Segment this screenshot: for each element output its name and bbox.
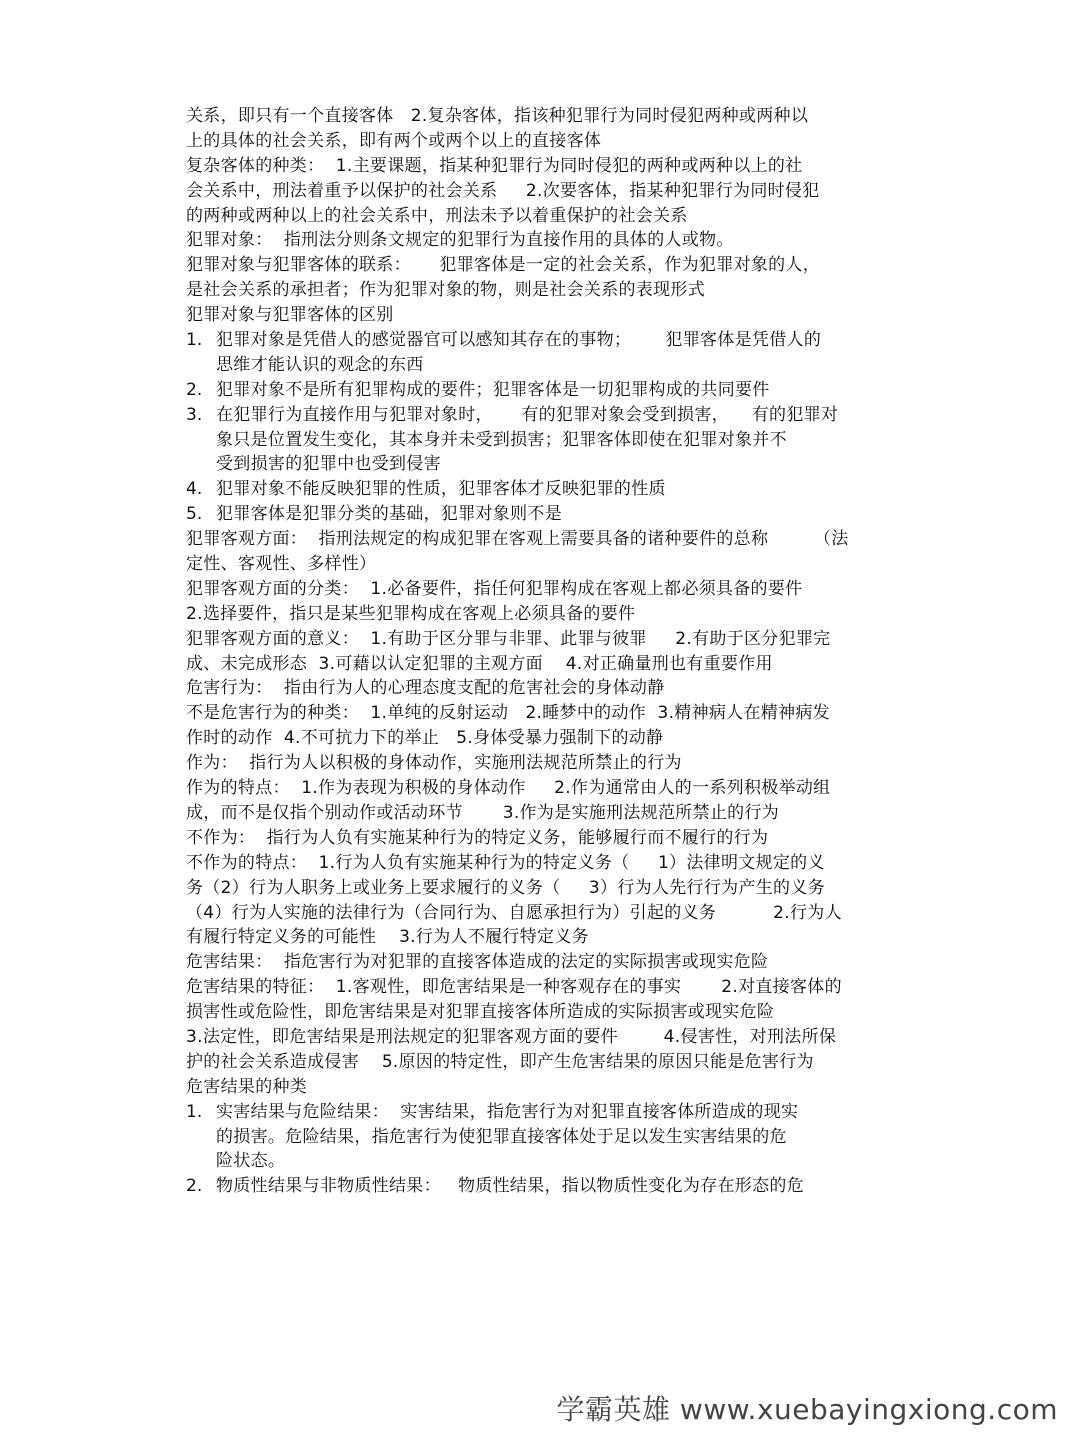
text-line: 不作为： 指行为人负有实施某种行为的特定义务，能够履行而不履行的行为 xyxy=(186,827,769,848)
list-item xyxy=(186,477,906,502)
list-item-line: 的损害。危险结果，指危害行为使犯罪直接客体处于足以发生实害结果的危 xyxy=(216,1126,787,1147)
text-line: 犯罪客观方面的意义： 1.有助于区分罪与非罪、此罪与彼罪 2.有助于区分犯罪完 xyxy=(186,628,831,649)
text-line: 上的具体的社会关系，即有两个或两个以上的直接客体 xyxy=(186,130,602,151)
list-item-line: 犯罪对象是凭借人的感觉器官可以感知其存在的事物； 犯罪客体是凭借人的 xyxy=(216,330,822,351)
text-line: 损害性或危险性，即危害结果是对犯罪直接客体所造成的实际损害或现实危险 xyxy=(186,1002,775,1023)
list-differences xyxy=(186,328,906,527)
list-item-line: 实害结果与危险结果： 实害结果，指危害行为对犯罪直接客体所造成的现实 xyxy=(216,1101,799,1122)
list-result-types xyxy=(186,1100,906,1200)
list-number: 3. xyxy=(186,404,203,425)
list-item xyxy=(186,328,906,378)
text-line: 犯罪客观方面的分类： 1.必备要件，指任何犯罪构成在客观上都必须具备的要件 xyxy=(186,578,803,599)
text-line: 危害结果： 指危害行为对犯罪的直接客体造成的法定的实际损害或现实危险 xyxy=(186,952,769,973)
text-line: 不是危害行为的种类： 1.单纯的反射运动 2.睡梦中的动作 3.精神病人在精神病发 xyxy=(186,703,830,724)
text-line: 的两种或两种以上的社会关系中，刑法未予以着重保护的社会关系 xyxy=(186,205,688,226)
list-item-line: 犯罪对象不能反映犯罪的性质，犯罪客体才反映犯罪的性质 xyxy=(216,479,666,500)
text-line: 关系，即只有一个直接客体 2.复杂客体，指该种犯罪行为同时侵犯两种或两种以 xyxy=(186,106,809,126)
list-item-line: 犯罪客体是犯罪分类的基础，犯罪对象则不是 xyxy=(216,504,562,525)
list-item-line: 思维才能认识的观念的东西 xyxy=(216,354,424,375)
list-item xyxy=(186,403,906,478)
text-line: 是社会关系的承担者；作为犯罪对象的物，则是社会关系的表现形式 xyxy=(186,280,705,301)
list-item xyxy=(186,1174,906,1199)
text-line: 3.法定性，即危害结果是刑法规定的犯罪客观方面的要件 4.侵害性，对刑法所保 xyxy=(186,1026,837,1047)
list-item-line: 犯罪对象不是所有犯罪构成的要件；犯罪客体是一切犯罪构成的共同要件 xyxy=(216,379,770,400)
text-line: 务（2）行为人职务上或业务上要求履行的义务（ 3）行为人先行行为产生的义务 xyxy=(186,877,825,898)
document-page xyxy=(186,104,906,1199)
list-number: 1. xyxy=(186,1101,203,1122)
list-number: 1. xyxy=(186,330,203,351)
text-line: 作为： 指行为人以积极的身体动作，实施刑法规范所禁止的行为 xyxy=(186,753,682,774)
text-line: 犯罪对象： 指刑法分则条文规定的犯罪行为直接作用的具体的人或物。 xyxy=(186,230,734,251)
watermark: 学霸英雄 www.xuebayingxiong.com xyxy=(556,1393,1058,1426)
text-line: 危害行为： 指由行为人的心理态度支配的危害社会的身体动静 xyxy=(186,678,665,699)
text-line: 有履行特定义务的可能性 3.行为人不履行特定义务 xyxy=(186,927,589,948)
list-item-line: 象只是位置发生变化，其本身并未受到损害；犯罪客体即使在犯罪对象并不 xyxy=(216,429,787,450)
list-item-line: 在犯罪行为直接作用与犯罪对象时， 有的犯罪对象会受到损害， 有的犯罪对 xyxy=(216,404,839,425)
text-line: 会关系中，刑法着重予以保护的社会关系 2.次要客体，指某种犯罪行为同时侵犯 xyxy=(186,180,820,201)
list-item xyxy=(186,1100,906,1175)
text-line: 定性、客观性、多样性） xyxy=(186,554,377,575)
text-line: 复杂客体的种类： 1.主要课题，指某种犯罪行为同时侵犯的两种或两种以上的社 xyxy=(186,155,803,176)
list-number: 4. xyxy=(186,479,203,500)
text-line: 作为的特点： 1.作为表现为积极的身体动作 2.作为通常由人的一系列积极举动组 xyxy=(186,778,831,799)
text-line: 2.选择要件，指只是某些犯罪构成在客观上必须具备的要件 xyxy=(186,603,636,624)
text-line: 犯罪客观方面： 指刑法规定的构成犯罪在客观上需要具备的诸种要件的总称 （法 xyxy=(186,529,849,550)
text-block-b xyxy=(186,527,906,1099)
text-line: 不作为的特点： 1.行为人负有实施某种行为的特定义务（ 1）法律明文规定的义 xyxy=(186,852,825,873)
text-line: 危害结果的特征： 1.客观性，即危害结果是一种客观存在的事实 2.对直接客体的 xyxy=(186,977,842,998)
list-item-line: 物质性结果与非物质性结果： 物质性结果，指以物质性变化为存在形态的危 xyxy=(216,1176,805,1197)
text-line: （4）行为人实施的法律行为（合同行为、自愿承担行为）引起的义务 2.行为人 xyxy=(186,902,842,923)
text-line: 犯罪对象与犯罪客体的联系： 犯罪客体是一定的社会关系，作为犯罪对象的人， xyxy=(186,255,821,276)
list-item-line: 受到损害的犯罪中也受到侵害 xyxy=(216,454,441,475)
text-line: 护的社会关系造成侵害 5.原因的特定性，即产生危害结果的原因只能是危害行为 xyxy=(186,1051,814,1072)
list-number: 5. xyxy=(186,504,203,525)
list-item xyxy=(186,502,906,527)
text-line: 成、未完成形态 3.可藉以认定犯罪的主观方面 4.对正确量刑也有重要作用 xyxy=(186,653,773,674)
list-item xyxy=(186,378,906,403)
list-number: 2. xyxy=(186,1176,203,1197)
list-item-line: 险状态。 xyxy=(216,1151,286,1172)
list-number: 2. xyxy=(186,379,203,400)
text-line: 危害结果的种类 xyxy=(186,1076,308,1097)
text-line: 作时的动作 4.不可抗力下的举止 5.身体受暴力强制下的动静 xyxy=(186,728,664,749)
text-block-a xyxy=(186,104,906,328)
text-line: 犯罪对象与犯罪客体的区别 xyxy=(186,305,394,326)
text-line: 成，而不是仅指个别动作或活动环节 3.作为是实施刑法规范所禁止的行为 xyxy=(186,802,780,823)
